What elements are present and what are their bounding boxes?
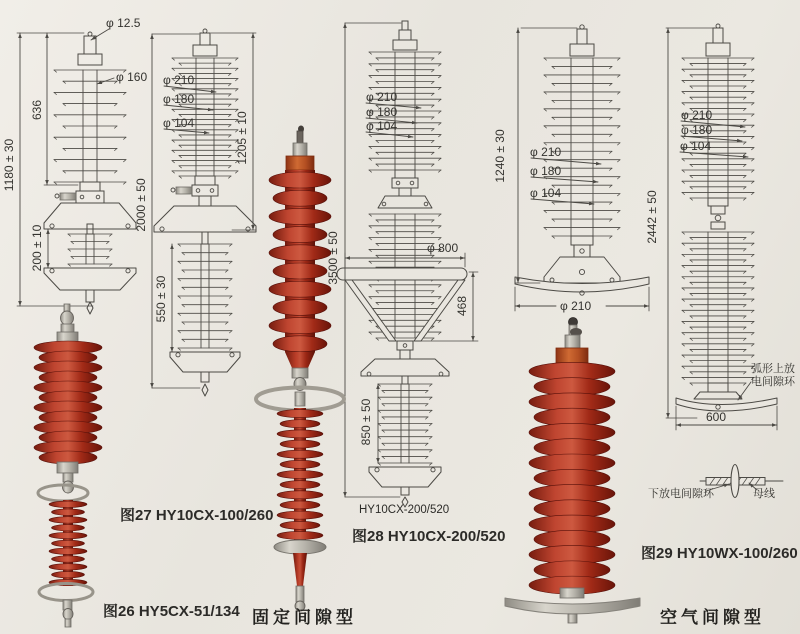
dim-fig29f-d3: φ 104	[680, 139, 712, 153]
dim-fig26-total-height: 1180 ± 30	[2, 138, 16, 192]
dim-fig28-disc-height: 468	[455, 295, 469, 317]
air-gap-product-photo	[505, 318, 640, 624]
caption-fig29: 图29 HY10WX-100/260	[641, 545, 798, 562]
caption-fig28: 图28 HY10CX-200/520	[352, 528, 506, 545]
dim-fig29u-d1: φ 210	[530, 145, 562, 159]
dim-fig26-tip-diameter: φ 12.5	[106, 16, 141, 30]
dim-fig29u-d2: φ 180	[530, 164, 562, 178]
fixed-gap-product-photo	[256, 126, 344, 612]
caption-fig26: 图26 HY5CX-51/134	[103, 603, 240, 620]
dim-fig28-d2: φ 180	[366, 105, 398, 119]
dim-fig28-insulator-height: 850 ± 50	[359, 398, 373, 446]
caption-fig28-model: HY10CX-200/520	[359, 504, 450, 516]
dim-fig27-d3: φ 104	[163, 116, 195, 130]
section-label-air-gap: 空气间隙型	[660, 608, 765, 628]
caption-fig27: 图27 HY10CX-100/260	[120, 507, 274, 524]
dim-fig27-total-height: 2000 ± 50	[134, 178, 148, 232]
dim-fig27-insulator-height: 550 ± 30	[154, 275, 168, 323]
note-lower-ring: 下放电间隙环	[648, 487, 714, 500]
dim-fig29u-d3: φ 104	[530, 186, 562, 200]
fig26-product-photo	[34, 304, 102, 627]
note-arc-ring-line1: 弧形上放	[751, 362, 795, 375]
dim-fig28-d3: φ 104	[366, 119, 398, 133]
dim-fig28-d1: φ 210	[366, 90, 398, 104]
dim-fig27-d2: φ 180	[163, 92, 195, 106]
dim-fig29f-d2: φ 180	[681, 123, 713, 137]
dim-fig28-disc-diameter: φ 800	[427, 241, 459, 255]
dim-fig26-gap-height: 200 ± 10	[30, 224, 44, 272]
dim-fig28-total-height: 3500 ± 50	[326, 231, 340, 285]
dim-fig29f-d1: φ 210	[681, 108, 713, 122]
note-busbar: 母线	[753, 487, 775, 500]
section-label-fixed-gap: 固定间隙型	[252, 608, 357, 628]
dim-fig29u-base-diameter: φ 210	[560, 299, 592, 313]
dim-fig29f-base-width: 600	[706, 410, 727, 424]
labels-layer	[2, 16, 798, 628]
dim-fig29u-total-height: 1240 ± 30	[493, 129, 507, 183]
dim-fig26-upper-height: 636	[30, 99, 44, 121]
dim-fig29f-total-height: 2442 ± 50	[645, 190, 659, 244]
dim-fig26-shed-diameter: φ 160	[116, 70, 148, 84]
dim-fig27-d1: φ 210	[163, 73, 195, 87]
dim-fig27-arrester-height: 1205 ± 10	[235, 111, 249, 165]
note-arc-ring-line2: 电间隙环	[751, 375, 795, 388]
